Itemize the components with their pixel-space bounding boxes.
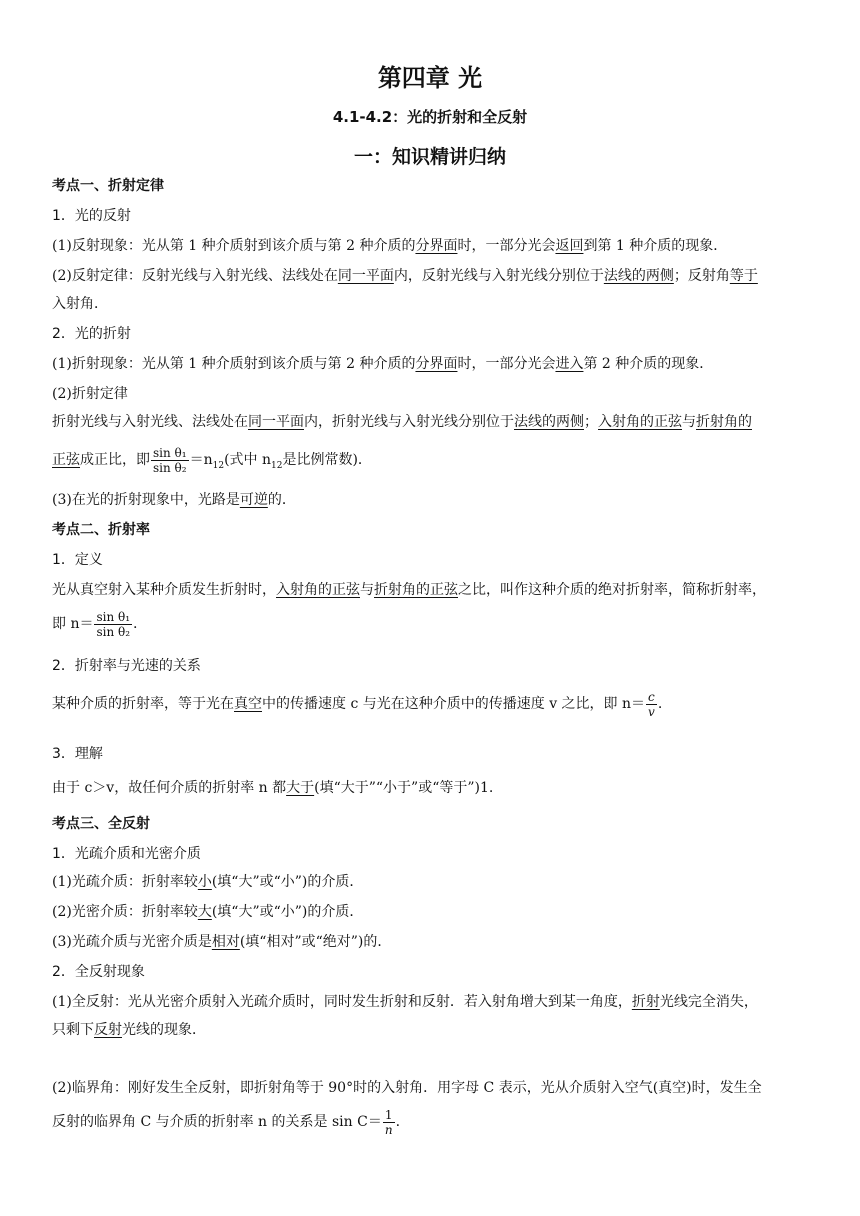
k3-p3: (3)光疏介质与光密介质是相对(填“相对”或“绝对”)的． xyxy=(52,934,392,950)
k3-p4: (1)全反射：光从光密介质射入光疏介质时，同时发生折射和反射．若入射角增大到某一角度，折射光线完全消失， xyxy=(52,994,758,1010)
k1-p6: 正弦成正比，即 $\frac{\text{sin θ₁}}{\text{sin θ₂}}$ $=n_{12}$(式中 $n_{12}$是比例常数)． xyxy=(52,445,372,475)
section-title: 4.1-4.2：光的折射和全反射 xyxy=(332,108,528,126)
k3-p1: (1)光疏介质：折射率较小(填“大”或“小”)的介质． xyxy=(52,874,364,890)
index-fraction: $\frac{\text{sin θ₁}}{\text{sin θ₂}}$ xyxy=(96,609,131,639)
k1-heading: 考点一、折射定律 xyxy=(52,178,164,194)
chapter-title: 第四章 光 xyxy=(377,63,483,92)
critical-angle-fraction: $\frac{1}{n}$ xyxy=(384,1107,393,1137)
k1-p4: (2)折射定律 xyxy=(52,386,128,402)
k3-heading: 考点三、全反射 xyxy=(52,816,150,832)
k2-heading: 考点二、折射率 xyxy=(52,522,150,538)
k1-p3: (1)折射现象：光从第 1 种介质射到该介质与第 2 种介质的分界面时，一部分光会进入第 2 种介质的现象． xyxy=(52,356,714,372)
snell-fraction: $\frac{\text{sin θ₁}}{\text{sin θ₂}}$ xyxy=(153,445,187,475)
k1-p5: 折射光线与入射光线、法线处在同一平面内，折射光线与入射光线分别位于法线的两侧；入射角的正弦与折射角的 xyxy=(52,414,752,430)
k3-p6: (2)临界角：刚好发生全反射，即折射角等于 90°时的入射角．用字母 C 表示，光从介质射入空气(真空)时，发生全 xyxy=(52,1080,762,1096)
k3-p2: (2)光密介质：折射率较大(填“大”或“小”)的介质． xyxy=(52,904,364,920)
k2-sub3: 3．理解 xyxy=(52,746,103,762)
k1-sub1: 1．光的反射 xyxy=(52,208,131,224)
k3-p7: 反射的临界角 C 与介质的折射率 n 的关系是 sin C＝ $\frac{1}{n}$ . xyxy=(52,1107,401,1137)
k3-sub1: 1．光疏介质和光密介质 xyxy=(52,846,201,862)
k1-p2: (2)反射定律：反射光线与入射光线、法线处在同一平面内，反射光线与入射光线分别位于法线的两侧；反射角等于 xyxy=(52,268,758,284)
k1-p1: (1)反射现象：光从第 1 种介质射到该介质与第 2 种介质的分界面时，一部分光会返回到第 1 种介质的现象． xyxy=(52,238,728,254)
k2-sub2: 2．折射率与光速的关系 xyxy=(52,658,201,674)
k2-sub1: 1．定义 xyxy=(52,552,103,568)
speed-fraction: $\frac{c}{v}$ xyxy=(648,689,655,719)
k2-p1: 光从真空射入某种介质发生折射时，入射角的正弦与折射角的正弦之比，叫作这种介质的绝对折射率，简称折射率， xyxy=(52,582,766,598)
k1-p2-cont: 入射角． xyxy=(52,296,108,312)
k1-p7: (3)在光的折射现象中，光路是可逆的． xyxy=(52,492,296,508)
k3-sub2: 2．全反射现象 xyxy=(52,964,145,980)
k1-sub2: 2．光的折射 xyxy=(52,326,131,342)
k2-p2: 即 n＝ $\frac{\text{sin θ₁}}{\text{sin θ₂}}$ . xyxy=(52,609,138,639)
k2-p4: 由于 c＞v，故任何介质的折射率 n 都大于(填“大于”“小于”或“等于”)1. xyxy=(52,780,494,796)
k3-p5: 只剩下反射光线的现象． xyxy=(52,1022,206,1038)
k2-p3: 某种介质的折射率，等于光在真空中的传播速度 c 与光在这种介质中的传播速度 v 之比，即 n＝ $\frac{c}{v}$ . xyxy=(52,689,663,719)
part-title: 一：知识精讲归纳 xyxy=(353,146,506,168)
